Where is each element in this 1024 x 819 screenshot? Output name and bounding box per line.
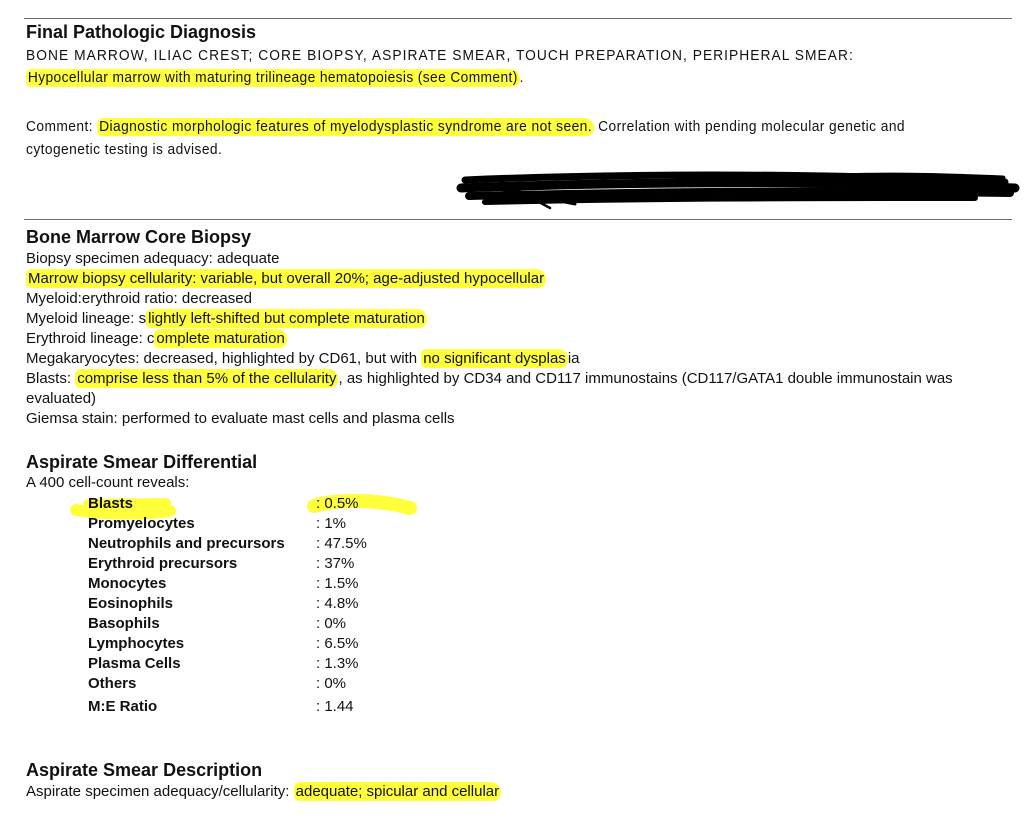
differential-row (88, 534, 367, 554)
differential-heading: Aspirate Smear Differential (26, 452, 258, 472)
erythroid-line (26, 329, 986, 349)
cell-type-name: Neutrophils and precursors (88, 535, 285, 552)
core-biopsy-findings (26, 249, 986, 429)
redaction-scribble (455, 168, 1020, 213)
differential-row (88, 494, 367, 514)
differential-row (88, 614, 367, 634)
myeloid-highlight: lightly left-shifted but complete maturation (148, 310, 425, 327)
cell-type-value: : 37% (316, 555, 355, 572)
differential-row (88, 594, 367, 614)
core-biopsy-heading: Bone Marrow Core Biopsy (26, 227, 252, 247)
differential-table (88, 494, 367, 717)
me-ratio-line: Myeloid:erythroid ratio: decreased (26, 290, 252, 307)
description-highlight: adequate; spicular and cellular (295, 783, 500, 800)
cell-type-value: : 0% (316, 675, 347, 692)
cell-type-name: Erythroid precursors (88, 555, 238, 572)
cell-type-value: : 1.5% (316, 575, 359, 592)
cellularity-highlight: Marrow biopsy cellularity: variable, but overall 20%; age-adjusted hypocellular (28, 270, 545, 287)
section-divider (24, 219, 1012, 220)
cell-type-value: : 0% (316, 615, 347, 632)
diagnosis-line (26, 70, 524, 86)
cell-type-name: Promyelocytes (88, 515, 195, 532)
erythroid-label: Erythroid lineage: c (26, 330, 155, 347)
adequacy-line: Biopsy specimen adequacy: adequate (26, 250, 280, 267)
cell-type-name: Others (88, 675, 137, 692)
cell-type-name: Plasma Cells (88, 655, 181, 672)
differential-row (88, 574, 367, 594)
cell-type-value: : 6.5% (316, 635, 359, 652)
cell-type-value: : 47.5% (316, 535, 367, 552)
cell-type-value: : 1.3% (316, 655, 359, 672)
cell-type-name: Blasts (88, 495, 134, 512)
mega-label: Megakaryocytes: decreased, highlighted by CD61, but with (26, 350, 422, 367)
blasts-highlight: comprise less than 5% of the cellularity (77, 370, 337, 387)
cell-type-name: Basophils (88, 615, 160, 632)
cell-type-value: : 1.44 (316, 698, 354, 715)
differential-row (88, 697, 367, 717)
differential-intro: A 400 cell-count reveals: (26, 474, 190, 491)
description-line (26, 783, 501, 800)
description-label: Aspirate specimen adequacy/cellularity: (26, 783, 294, 800)
megakaryocytes-line (26, 349, 986, 369)
blasts-line (26, 369, 986, 409)
blasts-label: Blasts: (26, 370, 76, 387)
comment-highlight: Diagnostic morphologic features of myelodysplastic syndrome are not seen. (99, 119, 593, 135)
differential-row (88, 674, 367, 694)
comment-label: Comment: (26, 119, 98, 135)
diagnosis-period: . (519, 70, 524, 86)
top-divider (24, 18, 1012, 19)
cell-type-value: : 1% (316, 515, 347, 532)
blasts-tail: , as highlighted by CD34 and CD117 immunostains (CD117/GATA1 double immunostain was evaluated) (26, 370, 957, 407)
cell-type-value: : 0.5% (316, 495, 359, 512)
final-diagnosis-heading: Final Pathologic Diagnosis (26, 22, 257, 42)
mega-tail: ia (567, 350, 580, 367)
cell-type-name: Eosinophils (88, 595, 174, 612)
diagnosis-highlight: Hypocellular marrow with maturing trilineage hematopoiesis (see Comment) (27, 70, 518, 86)
myeloid-label: Myeloid lineage: s (26, 310, 147, 327)
myeloid-line (26, 309, 986, 329)
cell-type-value: : 4.8% (316, 595, 359, 612)
comment-paragraph (26, 116, 957, 162)
specimen-line: BONE MARROW, ILIAC CREST; CORE BIOPSY, ASPIRATE SMEAR, TOUCH PREPARATION, PERIPHERAL SMEAR: (26, 48, 854, 64)
differential-row (88, 654, 367, 674)
differential-row (88, 554, 367, 574)
cellularity-line (26, 269, 986, 289)
differential-row (88, 634, 367, 654)
mega-highlight: no significant dysplas (423, 350, 566, 367)
differential-row (88, 514, 367, 534)
comment-rest: Correlation with pending molecular genetic and cytogenetic testing is advised. (26, 119, 906, 158)
cell-type-name: Monocytes (88, 575, 167, 592)
cell-type-name: Lymphocytes (88, 635, 185, 652)
erythroid-highlight: omplete maturation (156, 330, 285, 347)
cell-type-name: M:E Ratio (88, 698, 158, 715)
giemsa-line: Giemsa stain: performed to evaluate mast cells and plasma cells (26, 410, 455, 427)
description-heading: Aspirate Smear Description (26, 760, 263, 780)
